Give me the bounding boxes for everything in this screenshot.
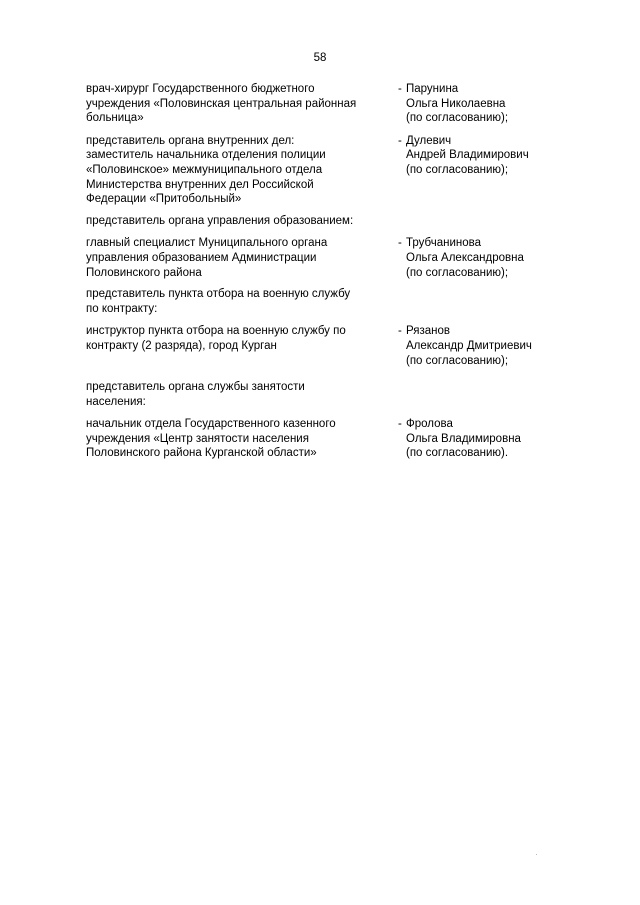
member-position: начальник отдела Государственного казенного учреждения «Центр занятости населения Половинского района Курганской области» [86,418,336,460]
member-name: Фролова Ольга Владимировна (по согласованию). [406,418,521,460]
commission-member-list [86,82,546,461]
member-entry [86,324,546,368]
member-entry [86,236,546,280]
member-entry [86,82,546,126]
dash-separator: - [398,325,402,338]
section-heading [86,287,546,316]
dash-separator: - [398,83,402,95]
section-heading [86,214,546,229]
section-heading-text: представитель органа управления образованием: [86,214,354,227]
section-heading-text: представитель органа службы занятости населения: [86,381,305,408]
member-person [398,82,546,126]
section-heading-text: представитель пункта отбора на военную службу по контракту: [86,288,351,315]
scan-dot [536,854,537,855]
member-person [398,134,546,178]
member-position: представитель органа внутренних дел: заместитель начальника отделения полиции «Половинское» межмуниципального отдела Министерства внутренних дел Российской Федерации «Притобольный» [86,134,326,206]
member-name: Трубчанинова Ольга Александровна (по согласованию); [406,237,524,279]
member-entry [86,134,546,207]
member-person [398,417,546,461]
member-name: Парунина Ольга Николаевна (по согласованию); [406,83,509,125]
member-name: Дулевич Андрей Владимирович (по согласованию); [406,134,529,176]
member-person [398,324,546,368]
page-number: 58 [313,52,327,64]
dash-separator: - [398,237,402,250]
member-position: главный специалист Муниципального органа управления образованием Администрации Половинского района [86,237,328,279]
member-entry [86,417,546,461]
section-heading [86,380,546,409]
member-person [398,236,546,280]
member-position: инструктор пункта отбора на военную службу по контракту (2 разряда), город Курган [86,325,346,352]
member-position: врач-хирург Государственного бюджетного учреждения «Половинская центральная районная больница» [86,83,357,125]
dash-separator: - [398,134,402,147]
dash-separator: - [398,418,402,431]
member-name: Рязанов Александр Дмитриевич (по согласованию); [406,325,532,367]
